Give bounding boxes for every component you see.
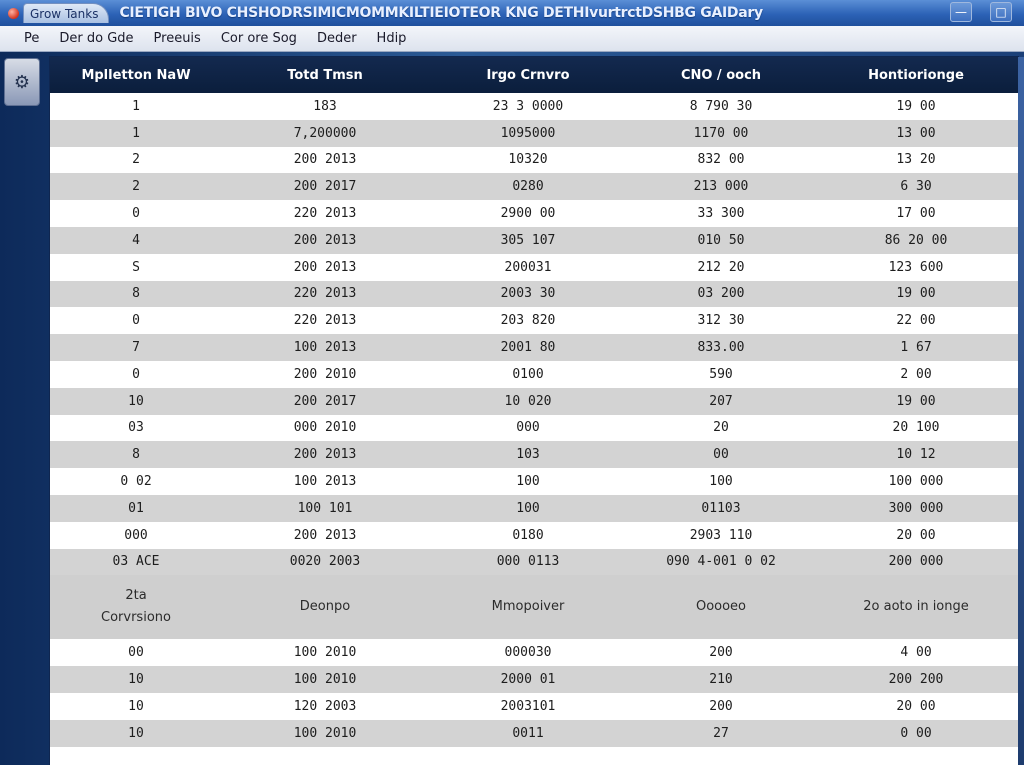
table-cell: 01103 xyxy=(701,500,741,516)
table-cell: 2000 01 xyxy=(500,672,556,688)
table-cell: 312 30 xyxy=(697,313,745,329)
table-cell: 100 2010 xyxy=(293,672,357,688)
table-cell: 20 00 xyxy=(896,698,936,714)
table-row[interactable] xyxy=(50,468,1018,495)
table-cell: 100 2010 xyxy=(293,725,357,741)
table-row[interactable] xyxy=(50,666,1018,693)
table-cell: 0 00 xyxy=(900,725,932,741)
table-header-row xyxy=(50,57,1018,93)
table-cell: 200031 xyxy=(504,259,552,275)
menu-bar xyxy=(0,26,1024,52)
minimize-icon: — xyxy=(955,5,967,19)
table-cell: 01 xyxy=(128,500,144,516)
sidebar-tool-button[interactable] xyxy=(4,58,40,106)
table-row[interactable] xyxy=(50,361,1018,388)
table-cell: 2003 30 xyxy=(500,286,556,302)
table-cell: 207 xyxy=(709,393,733,409)
table-row[interactable] xyxy=(50,281,1018,308)
menu-view[interactable]: Preeuis xyxy=(153,31,201,46)
menu-help[interactable]: Hdip xyxy=(376,31,407,46)
table-cell: 010 50 xyxy=(697,232,745,248)
vertical-scrollbar[interactable] xyxy=(1018,57,1024,765)
table-row[interactable] xyxy=(50,522,1018,549)
table-row[interactable] xyxy=(50,415,1018,442)
table-cell: 0020 2003 xyxy=(289,554,361,570)
table-row[interactable] xyxy=(50,254,1018,281)
table-cell: 1095000 xyxy=(500,125,556,141)
table-cell: 590 xyxy=(709,366,733,382)
table-cell: 000030 xyxy=(504,645,552,661)
table-cell: 100 101 xyxy=(297,500,353,516)
app-logo-icon xyxy=(8,8,19,19)
table-cell: 200 xyxy=(709,645,733,661)
table-cell: 212 20 xyxy=(697,259,745,275)
table-row[interactable] xyxy=(50,147,1018,174)
table-cell: 000 0113 xyxy=(496,554,560,570)
table-cell: 833.00 xyxy=(697,340,745,356)
table-cell: 03 ACE xyxy=(112,554,160,570)
table-cell: 0 xyxy=(132,206,140,222)
table-cell: 03 200 xyxy=(697,286,745,302)
table-row[interactable] xyxy=(50,334,1018,361)
table-cell: 86 20 00 xyxy=(884,232,948,248)
table-cell: 00 xyxy=(128,645,144,661)
table-cell: 27 xyxy=(713,725,729,741)
table-cell: 123 600 xyxy=(888,259,944,275)
table-row[interactable] xyxy=(50,549,1018,576)
table-cell: 200 2013 xyxy=(293,232,357,248)
data-table xyxy=(50,57,1018,765)
table-cell: 2 xyxy=(132,152,140,168)
table-cell: 2900 00 xyxy=(500,206,556,222)
table-cell: 1 xyxy=(132,125,140,141)
table-cell: 100 000 xyxy=(888,474,944,490)
table-cell: 10320 xyxy=(508,152,548,168)
table-cell: 00 xyxy=(713,447,729,463)
table-cell: 220 2013 xyxy=(293,206,357,222)
table-cell: 200 2017 xyxy=(293,393,357,409)
table-cell: 1170 00 xyxy=(693,125,749,141)
table-cell: 10 xyxy=(128,393,144,409)
table-cell: 2903 110 xyxy=(689,527,753,543)
table-cell: 200 200 xyxy=(888,672,944,688)
table-cell: 2 xyxy=(132,179,140,195)
table-row[interactable] xyxy=(50,693,1018,720)
menu-edit[interactable]: Der do Gde xyxy=(59,31,134,46)
table-cell: 300 000 xyxy=(888,500,944,516)
table-cell: 200 2013 xyxy=(293,152,357,168)
table-row[interactable] xyxy=(50,307,1018,334)
table-cell: 8 xyxy=(132,447,140,463)
table-row[interactable] xyxy=(50,441,1018,468)
table-cell: 200 000 xyxy=(888,554,944,570)
menu-file[interactable]: Pe xyxy=(24,31,40,46)
table-cell: 200 2013 xyxy=(293,259,357,275)
app-tab[interactable] xyxy=(23,3,109,23)
subheader-cell: 2ta Corvrsiono xyxy=(101,588,171,626)
title-bar[interactable] xyxy=(0,0,1024,26)
table-row[interactable] xyxy=(50,120,1018,147)
table-cell: 20 100 xyxy=(892,420,940,436)
table-cell: 203 820 xyxy=(500,313,556,329)
table-cell: 000 xyxy=(516,420,540,436)
table-cell: 200 2010 xyxy=(293,366,357,382)
table-cell: 10 xyxy=(128,725,144,741)
table-cell: 220 2013 xyxy=(293,313,357,329)
table-cell: 120 2003 xyxy=(293,698,357,714)
table-cell: 0 02 xyxy=(120,474,152,490)
table-row[interactable] xyxy=(50,639,1018,666)
table-cell: 100 2010 xyxy=(293,645,357,661)
table-cell: 0011 xyxy=(512,725,544,741)
table-cell: 10 xyxy=(128,698,144,714)
minimize-button[interactable] xyxy=(950,2,972,22)
app-tab-label: Grow Tanks xyxy=(30,6,99,21)
maximize-button[interactable] xyxy=(990,2,1012,22)
menu-window[interactable]: Deder xyxy=(316,31,357,46)
table-cell: 6 30 xyxy=(900,179,932,195)
table-cell: 13 20 xyxy=(896,152,936,168)
table-cell: 0100 xyxy=(512,366,544,382)
table-subheader-row xyxy=(50,575,1018,639)
table-cell: 200 2013 xyxy=(293,527,357,543)
column-header[interactable]: Mplletton NaW xyxy=(81,67,191,83)
table-cell: 22 00 xyxy=(896,313,936,329)
table-cell: 10 12 xyxy=(896,447,936,463)
table-cell: 2003101 xyxy=(500,698,556,714)
table-cell: 4 xyxy=(132,232,140,248)
tool-icon: ⚙ xyxy=(13,71,31,93)
table-row[interactable] xyxy=(50,173,1018,200)
table-cell: 220 2013 xyxy=(293,286,357,302)
table-cell: 23 3 0000 xyxy=(492,98,564,114)
table-cell: 19 00 xyxy=(896,98,936,114)
table-body xyxy=(50,93,1018,747)
table-cell: 03 xyxy=(128,420,144,436)
table-cell: 183 xyxy=(313,98,337,114)
table-row[interactable] xyxy=(50,388,1018,415)
table-cell: 4 00 xyxy=(900,645,932,661)
table-cell: 832 00 xyxy=(697,152,745,168)
table-cell: 0280 xyxy=(512,179,544,195)
table-cell: 0180 xyxy=(512,527,544,543)
table-cell: 13 00 xyxy=(896,125,936,141)
column-header[interactable]: Totd Tmsn xyxy=(287,67,363,83)
table-row[interactable] xyxy=(50,93,1018,120)
table-row[interactable] xyxy=(50,200,1018,227)
table-cell: 100 2013 xyxy=(293,474,357,490)
subheader-cell: Ooooeo xyxy=(695,599,747,615)
table-cell: 19 00 xyxy=(896,393,936,409)
table-cell: 1 67 xyxy=(900,340,932,356)
table-cell: 7 xyxy=(132,340,140,356)
table-cell: 213 000 xyxy=(693,179,749,195)
table-cell: 19 00 xyxy=(896,286,936,302)
table-row[interactable] xyxy=(50,495,1018,522)
table-cell: 1 xyxy=(132,98,140,114)
table-cell: S xyxy=(132,259,140,275)
table-cell: 20 xyxy=(713,420,729,436)
table-cell: 200 xyxy=(709,698,733,714)
table-cell: 0 xyxy=(132,313,140,329)
column-header[interactable]: Hontiorionge xyxy=(868,67,964,83)
table-cell: 7,200000 xyxy=(293,125,357,141)
table-cell: 33 300 xyxy=(697,206,745,222)
table-cell: 090 4-001 0 02 xyxy=(666,554,776,570)
table-cell: 100 xyxy=(709,474,733,490)
table-cell: 10 xyxy=(128,672,144,688)
table-cell: 2 00 xyxy=(900,366,932,382)
table-cell: 100 2013 xyxy=(293,340,357,356)
window-title: CIETIGH BIVO CHSHODRSIMICMOMMKILTIEIOTEOR KNG DETHIvurtrctDSHBG GAIDary xyxy=(119,5,763,21)
table-cell: 210 xyxy=(709,672,733,688)
table-cell: 8 790 30 xyxy=(689,98,753,114)
table-cell: 200 2013 xyxy=(293,447,357,463)
table-cell: 8 xyxy=(132,286,140,302)
table-cell: 000 2010 xyxy=(293,420,357,436)
subheader-cell: 2o aoto in ionge xyxy=(863,599,969,615)
menu-tools[interactable]: Cor ore Sog xyxy=(220,31,297,46)
table-cell: 10 020 xyxy=(504,393,552,409)
table-cell: 100 xyxy=(516,500,540,516)
table-cell: 103 xyxy=(516,447,540,463)
subheader-cell: Deonpo xyxy=(299,599,351,615)
table-cell: 305 107 xyxy=(500,232,556,248)
column-header[interactable]: CNO / ooch xyxy=(680,67,762,83)
table-cell: 2001 80 xyxy=(500,340,556,356)
table-cell: 200 2017 xyxy=(293,179,357,195)
table-cell: 20 00 xyxy=(896,527,936,543)
table-row[interactable] xyxy=(50,720,1018,747)
table-row[interactable] xyxy=(50,227,1018,254)
column-header[interactable]: Irgo Crnvro xyxy=(486,67,570,83)
table-cell: 000 xyxy=(124,527,148,543)
maximize-icon: □ xyxy=(995,5,1007,19)
table-cell: 0 xyxy=(132,366,140,382)
subheader-cell: Mmopoiver xyxy=(491,599,565,615)
table-cell: 100 xyxy=(516,474,540,490)
table-cell: 17 00 xyxy=(896,206,936,222)
